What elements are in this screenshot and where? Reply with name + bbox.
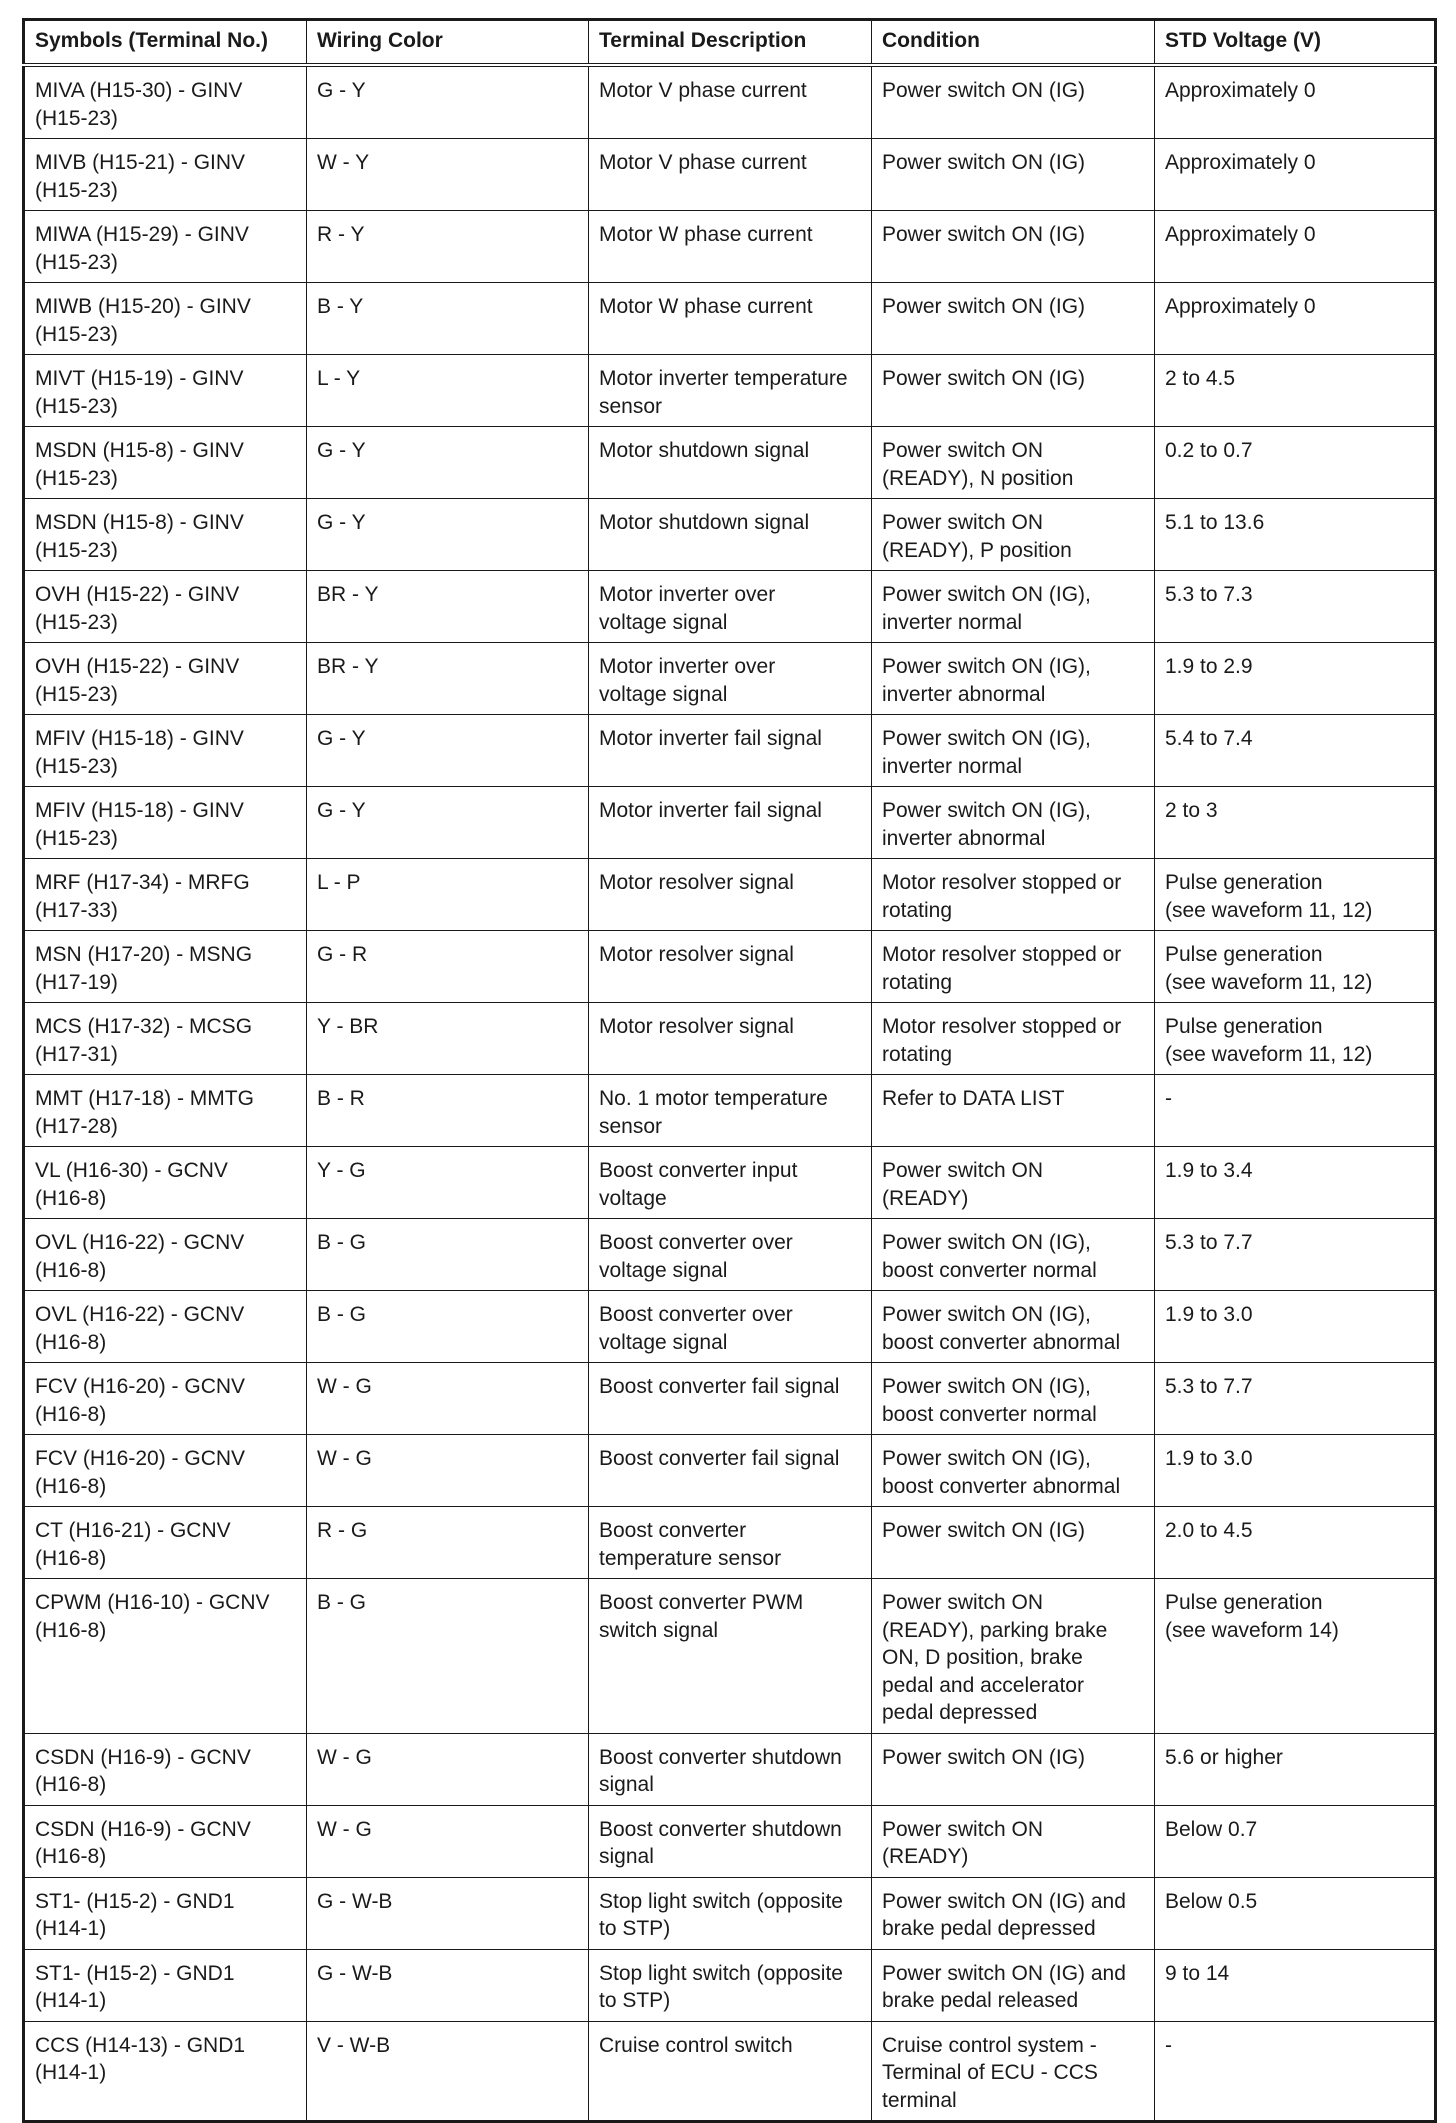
cell-std-voltage: Approximately 0 — [1155, 139, 1436, 211]
cell-std-voltage: 1.9 to 3.4 — [1155, 1147, 1436, 1219]
cell-symbols: OVL (H16-22) - GCNV (H16-8) — [24, 1291, 307, 1363]
table-row — [24, 1291, 1436, 1363]
cell-terminal-description: Boost converter input voltage — [589, 1147, 872, 1219]
cell-symbols: MSDN (H15-8) - GINV (H15-23) — [24, 499, 307, 571]
cell-symbols: MCS (H17-32) - MCSG (H17-31) — [24, 1003, 307, 1075]
cell-terminal-description: Motor inverter over voltage signal — [589, 643, 872, 715]
cell-condition: Motor resolver stopped or rotating — [872, 931, 1155, 1003]
header-std-voltage: STD Voltage (V) — [1155, 20, 1436, 66]
cell-condition: Power switch ON (IG), boost converter abnormal — [872, 1291, 1155, 1363]
cell-condition: Refer to DATA LIST — [872, 1075, 1155, 1147]
table-body — [24, 65, 1436, 2122]
table-row — [24, 499, 1436, 571]
table-row — [24, 1147, 1436, 1219]
table-row — [24, 1877, 1436, 1949]
cell-wiring-color: W - G — [307, 1435, 589, 1507]
cell-wiring-color: R - Y — [307, 211, 589, 283]
cell-std-voltage: 9 to 14 — [1155, 1949, 1436, 2021]
cell-wiring-color: L - P — [307, 859, 589, 931]
cell-wiring-color: G - Y — [307, 499, 589, 571]
cell-terminal-description: Motor inverter temperature sensor — [589, 355, 872, 427]
cell-wiring-color: G - Y — [307, 65, 589, 139]
cell-std-voltage: - — [1155, 1075, 1436, 1147]
table-row — [24, 1075, 1436, 1147]
cell-condition: Power switch ON (IG), boost converter normal — [872, 1219, 1155, 1291]
cell-terminal-description: Motor inverter fail signal — [589, 715, 872, 787]
table-row — [24, 283, 1436, 355]
cell-symbols: CT (H16-21) - GCNV (H16-8) — [24, 1507, 307, 1579]
cell-wiring-color: B - G — [307, 1219, 589, 1291]
cell-symbols: CPWM (H16-10) - GCNV (H16-8) — [24, 1579, 307, 1734]
cell-std-voltage: 5.3 to 7.3 — [1155, 571, 1436, 643]
cell-symbols: ST1- (H15-2) - GND1 (H14-1) — [24, 1949, 307, 2021]
cell-std-voltage: 2.0 to 4.5 — [1155, 1507, 1436, 1579]
cell-std-voltage: 1.9 to 2.9 — [1155, 643, 1436, 715]
cell-condition: Power switch ON (IG), inverter normal — [872, 715, 1155, 787]
table-row — [24, 571, 1436, 643]
cell-wiring-color: W - G — [307, 1805, 589, 1877]
header-condition: Condition — [872, 20, 1155, 66]
cell-symbols: CSDN (H16-9) - GCNV (H16-8) — [24, 1805, 307, 1877]
cell-condition: Power switch ON (IG) — [872, 139, 1155, 211]
cell-symbols: OVH (H15-22) - GINV (H15-23) — [24, 571, 307, 643]
cell-terminal-description: Cruise control switch — [589, 2021, 872, 2122]
cell-terminal-description: Motor W phase current — [589, 211, 872, 283]
cell-symbols: OVH (H15-22) - GINV (H15-23) — [24, 643, 307, 715]
cell-std-voltage: 5.4 to 7.4 — [1155, 715, 1436, 787]
cell-symbols: VL (H16-30) - GCNV (H16-8) — [24, 1147, 307, 1219]
cell-symbols: ST1- (H15-2) - GND1 (H14-1) — [24, 1877, 307, 1949]
table-row — [24, 1363, 1436, 1435]
cell-wiring-color: G - Y — [307, 427, 589, 499]
cell-condition: Power switch ON (IG) and brake pedal depressed — [872, 1877, 1155, 1949]
cell-terminal-description: Boost converter temperature sensor — [589, 1507, 872, 1579]
cell-condition: Power switch ON (IG), boost converter normal — [872, 1363, 1155, 1435]
cell-terminal-description: Motor inverter over voltage signal — [589, 571, 872, 643]
cell-condition: Power switch ON (IG), inverter normal — [872, 571, 1155, 643]
cell-std-voltage: 0.2 to 0.7 — [1155, 427, 1436, 499]
cell-wiring-color: Y - BR — [307, 1003, 589, 1075]
table-row — [24, 1003, 1436, 1075]
cell-wiring-color: B - G — [307, 1291, 589, 1363]
cell-condition: Power switch ON (READY), parking brake ON, D position, brake pedal and accelerator pedal depressed — [872, 1579, 1155, 1734]
table-row — [24, 211, 1436, 283]
table-row — [24, 859, 1436, 931]
cell-std-voltage: Approximately 0 — [1155, 211, 1436, 283]
cell-condition: Power switch ON (IG) — [872, 1507, 1155, 1579]
cell-std-voltage: 1.9 to 3.0 — [1155, 1435, 1436, 1507]
cell-terminal-description: Motor resolver signal — [589, 931, 872, 1003]
cell-wiring-color: B - Y — [307, 283, 589, 355]
cell-std-voltage: 2 to 4.5 — [1155, 355, 1436, 427]
cell-condition: Power switch ON (IG) — [872, 355, 1155, 427]
cell-wiring-color: G - W-B — [307, 1877, 589, 1949]
table-row — [24, 1435, 1436, 1507]
cell-wiring-color: G - Y — [307, 787, 589, 859]
cell-terminal-description: Motor shutdown signal — [589, 499, 872, 571]
cell-terminal-description: Motor V phase current — [589, 65, 872, 139]
cell-symbols: CSDN (H16-9) - GCNV (H16-8) — [24, 1733, 307, 1805]
table-row — [24, 1579, 1436, 1734]
cell-wiring-color: Y - G — [307, 1147, 589, 1219]
cell-symbols: MRF (H17-34) - MRFG (H17-33) — [24, 859, 307, 931]
cell-terminal-description: Boost converter fail signal — [589, 1435, 872, 1507]
header-terminal-description: Terminal Description — [589, 20, 872, 66]
cell-symbols: MIWB (H15-20) - GINV (H15-23) — [24, 283, 307, 355]
cell-std-voltage: - — [1155, 2021, 1436, 2122]
cell-terminal-description: Boost converter shutdown signal — [589, 1805, 872, 1877]
cell-terminal-description: Motor W phase current — [589, 283, 872, 355]
cell-terminal-description: Motor resolver signal — [589, 859, 872, 931]
cell-terminal-description: Motor resolver signal — [589, 1003, 872, 1075]
cell-terminal-description: Boost converter over voltage signal — [589, 1291, 872, 1363]
table-header-row — [24, 20, 1436, 66]
cell-condition: Power switch ON (IG) — [872, 283, 1155, 355]
cell-wiring-color: R - G — [307, 1507, 589, 1579]
table-row — [24, 1733, 1436, 1805]
table-row — [24, 1949, 1436, 2021]
table-row — [24, 65, 1436, 139]
cell-condition: Motor resolver stopped or rotating — [872, 1003, 1155, 1075]
cell-symbols: MSDN (H15-8) - GINV (H15-23) — [24, 427, 307, 499]
cell-condition: Power switch ON (IG), boost converter abnormal — [872, 1435, 1155, 1507]
cell-std-voltage: 5.3 to 7.7 — [1155, 1363, 1436, 1435]
table-row — [24, 787, 1436, 859]
table-row — [24, 2021, 1436, 2122]
cell-symbols: FCV (H16-20) - GCNV (H16-8) — [24, 1363, 307, 1435]
cell-std-voltage: 5.1 to 13.6 — [1155, 499, 1436, 571]
cell-terminal-description: Stop light switch (opposite to STP) — [589, 1949, 872, 2021]
cell-wiring-color: L - Y — [307, 355, 589, 427]
terminal-voltage-table — [22, 18, 1437, 2123]
table-row — [24, 1219, 1436, 1291]
cell-std-voltage: Pulse generation (see waveform 11, 12) — [1155, 931, 1436, 1003]
cell-terminal-description: Stop light switch (opposite to STP) — [589, 1877, 872, 1949]
cell-wiring-color: W - G — [307, 1733, 589, 1805]
cell-condition: Power switch ON (READY) — [872, 1147, 1155, 1219]
cell-condition: Power switch ON (IG) — [872, 1733, 1155, 1805]
cell-std-voltage: Pulse generation (see waveform 11, 12) — [1155, 1003, 1436, 1075]
cell-condition: Power switch ON (READY), N position — [872, 427, 1155, 499]
cell-terminal-description: Boost converter PWM switch signal — [589, 1579, 872, 1734]
cell-terminal-description: No. 1 motor temperature sensor — [589, 1075, 872, 1147]
cell-condition: Power switch ON (IG) — [872, 65, 1155, 139]
table-row — [24, 931, 1436, 1003]
cell-symbols: MSN (H17-20) - MSNG (H17-19) — [24, 931, 307, 1003]
cell-wiring-color: G - R — [307, 931, 589, 1003]
table-row — [24, 1507, 1436, 1579]
cell-symbols: OVL (H16-22) - GCNV (H16-8) — [24, 1219, 307, 1291]
cell-condition: Power switch ON (READY) — [872, 1805, 1155, 1877]
cell-condition: Motor resolver stopped or rotating — [872, 859, 1155, 931]
cell-std-voltage: Approximately 0 — [1155, 65, 1436, 139]
header-symbols: Symbols (Terminal No.) — [24, 20, 307, 66]
cell-wiring-color: V - W-B — [307, 2021, 589, 2122]
cell-symbols: MFIV (H15-18) - GINV (H15-23) — [24, 787, 307, 859]
cell-symbols: MIVB (H15-21) - GINV (H15-23) — [24, 139, 307, 211]
cell-terminal-description: Motor shutdown signal — [589, 427, 872, 499]
cell-wiring-color: G - W-B — [307, 1949, 589, 2021]
cell-std-voltage: 2 to 3 — [1155, 787, 1436, 859]
cell-symbols: MMT (H17-18) - MMTG (H17-28) — [24, 1075, 307, 1147]
cell-symbols: MIVT (H15-19) - GINV (H15-23) — [24, 355, 307, 427]
cell-terminal-description: Boost converter fail signal — [589, 1363, 872, 1435]
cell-wiring-color: BR - Y — [307, 643, 589, 715]
cell-condition: Power switch ON (IG) and brake pedal released — [872, 1949, 1155, 2021]
cell-std-voltage: Below 0.5 — [1155, 1877, 1436, 1949]
cell-wiring-color: G - Y — [307, 715, 589, 787]
cell-wiring-color: W - G — [307, 1363, 589, 1435]
cell-wiring-color: BR - Y — [307, 571, 589, 643]
cell-std-voltage: 1.9 to 3.0 — [1155, 1291, 1436, 1363]
cell-symbols: MIWA (H15-29) - GINV (H15-23) — [24, 211, 307, 283]
cell-wiring-color: B - G — [307, 1579, 589, 1734]
cell-terminal-description: Boost converter shutdown signal — [589, 1733, 872, 1805]
cell-wiring-color: B - R — [307, 1075, 589, 1147]
table-row — [24, 643, 1436, 715]
table-row — [24, 427, 1436, 499]
cell-condition: Power switch ON (IG) — [872, 211, 1155, 283]
table-row — [24, 355, 1436, 427]
cell-condition: Power switch ON (IG), inverter abnormal — [872, 787, 1155, 859]
cell-std-voltage: 5.3 to 7.7 — [1155, 1219, 1436, 1291]
table-row — [24, 715, 1436, 787]
cell-symbols: MFIV (H15-18) - GINV (H15-23) — [24, 715, 307, 787]
cell-symbols: MIVA (H15-30) - GINV (H15-23) — [24, 65, 307, 139]
cell-wiring-color: W - Y — [307, 139, 589, 211]
cell-std-voltage: Pulse generation (see waveform 11, 12) — [1155, 859, 1436, 931]
cell-terminal-description: Motor inverter fail signal — [589, 787, 872, 859]
cell-condition: Power switch ON (READY), P position — [872, 499, 1155, 571]
cell-std-voltage: Pulse generation (see waveform 14) — [1155, 1579, 1436, 1734]
cell-symbols: CCS (H14-13) - GND1 (H14-1) — [24, 2021, 307, 2122]
cell-terminal-description: Boost converter over voltage signal — [589, 1219, 872, 1291]
cell-condition: Cruise control system - Terminal of ECU - CCS terminal — [872, 2021, 1155, 2122]
cell-std-voltage: Below 0.7 — [1155, 1805, 1436, 1877]
cell-std-voltage: 5.6 or higher — [1155, 1733, 1436, 1805]
table-row — [24, 139, 1436, 211]
cell-condition: Power switch ON (IG), inverter abnormal — [872, 643, 1155, 715]
header-wiring-color: Wiring Color — [307, 20, 589, 66]
cell-symbols: FCV (H16-20) - GCNV (H16-8) — [24, 1435, 307, 1507]
table-row — [24, 1805, 1436, 1877]
cell-std-voltage: Approximately 0 — [1155, 283, 1436, 355]
cell-terminal-description: Motor V phase current — [589, 139, 872, 211]
